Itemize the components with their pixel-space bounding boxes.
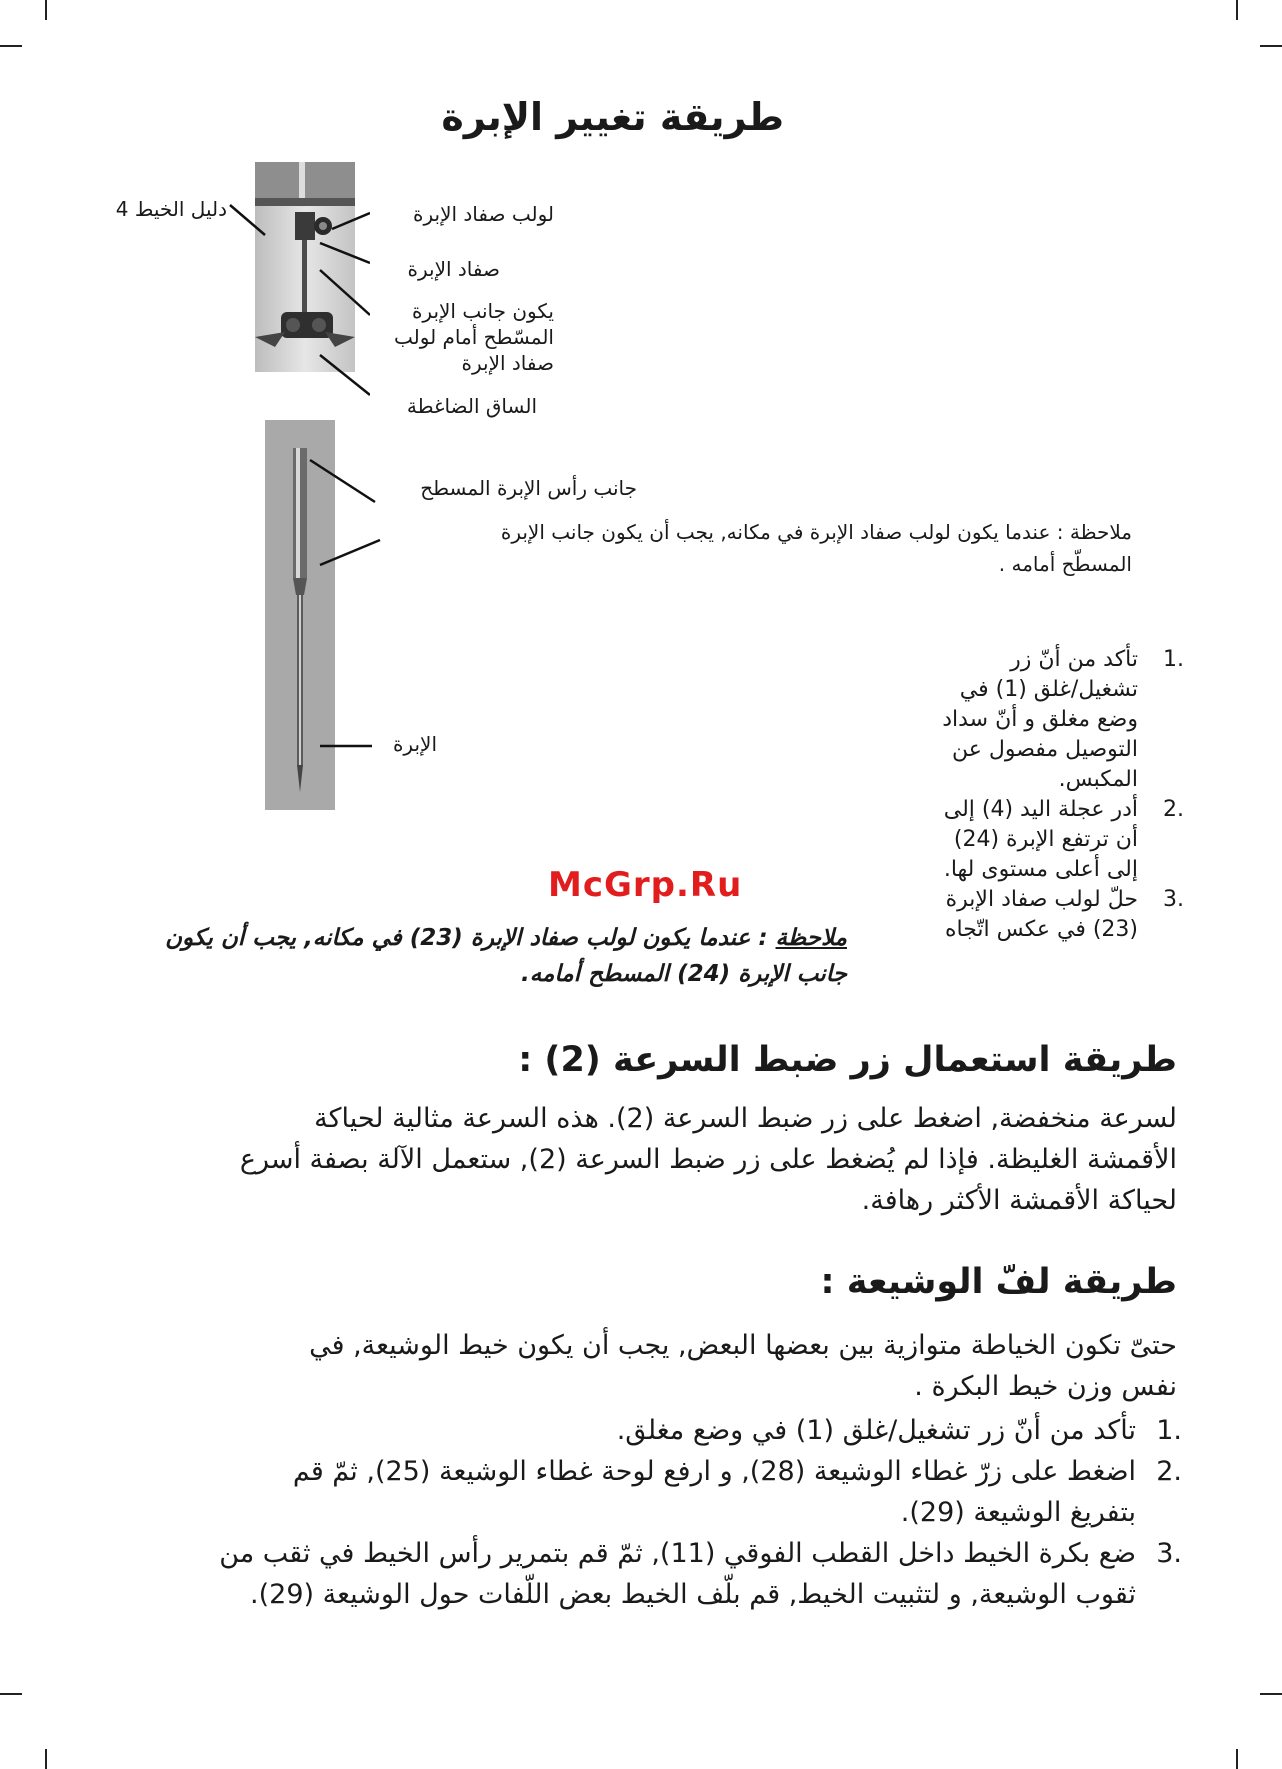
label-flat-head-side: جانب رأس الإبرة المسطح [420, 476, 637, 500]
label-thread-guide: دليل الخيط 4 [115, 197, 227, 221]
list-item: 2. أدر عجلة اليد (4) إلى أن ترتفع الإبرة (24) إلى أعلى مستوى لها. [943, 797, 1184, 882]
figure2-leader-lines [300, 440, 400, 760]
label-presser-foot: الساق الضاغطة [406, 394, 537, 418]
list-item: 3. ضع بكرة الخيط داخل القطب الفوقي (11), ثمّ قم بتمرير رأس الخيط في ثقب من ثقوب الوشيعة, و لتثبيت الخيط, قم بلّف الخيط بعض اللّفات حول الوشيعة (29). [219, 1538, 1182, 1610]
bobbin-section-heading: طريقة لفّ الوشيعة : [820, 1262, 1177, 1302]
watermark: McGrp.Ru [548, 865, 743, 905]
crop-mark [1260, 45, 1282, 47]
needle-change-steps [874, 645, 1184, 945]
list-item: 2. اضغط على زرّ غطاء الوشيعة (28), و ارفع لوحة غطاء الوشيعة (25), ثمّ قم بتفريغ الوشيعة (29). [292, 1456, 1182, 1528]
list-item: 1. تأكد من أنّ زر تشغيل/غلق (1) في وضع مغلق و أنّ سداد التوصيل مفصول عن المكبس. [942, 647, 1184, 792]
label-clamp-screw: لولب صفاد الإبرة [412, 202, 554, 226]
label-needle: الإبرة [392, 732, 437, 756]
crop-mark [1236, 0, 1238, 20]
bobbin-steps [102, 1410, 1182, 1615]
list-item: 1. تأكد من أنّ زر تشغيل/غلق (1) في وضع مغلق. [616, 1415, 1182, 1446]
crop-mark [45, 0, 47, 20]
speed-section-heading: طريقة استعمال زر ضبط السرعة (2) : [518, 1040, 1177, 1080]
list-item: 3. حلّ لولب صفاد الإبرة (23) في عكس اتّجاه [945, 887, 1184, 942]
bobbin-intro: حتىّ تكون الخياطة متوازية بين بعضها البعض, يجب أن يكون خيط الوشيعة, في نفس وزن خيط البكرة . [309, 1330, 1177, 1402]
figure2-note: ملاحظة : عندما يكون لولب صفاد الإبرة في مكانه, يجب أن يكون جانب الإبرة المسطّح أمامه . [500, 520, 1132, 576]
crop-mark [45, 1749, 47, 1769]
page-title: طريقة تغيير الإبرة [441, 95, 784, 139]
label-flat-side: يكون جانب الإبرة المسّطح أمام لولب صفاد الإبرة [394, 299, 554, 375]
label-needle-clamp: صفاد الإبرة [407, 257, 500, 281]
figure1-leader-lines [220, 195, 370, 405]
crop-mark [1236, 1749, 1238, 1769]
speed-section-text: لسرعة منخفضة, اضغط على زر ضبط السرعة (2). هذه السرعة مثالية لحياكة الأقمشة الغليظة. فإذا لم يُضغط على زر ضبط السرعة (2), ستعمل الآلة بصفة أسرع لحياكة الأقمشة الأكثر رهافة. [239, 1103, 1177, 1216]
bold-note: ملاحظة : عندما يكون لولب صفاد الإبرة (23) في مكانه, يجب أن يكون جانب الإبرة (24) المسطح أمامه. [165, 925, 847, 987]
crop-mark [0, 1693, 22, 1695]
crop-mark [1260, 1693, 1282, 1695]
crop-mark [0, 45, 22, 47]
